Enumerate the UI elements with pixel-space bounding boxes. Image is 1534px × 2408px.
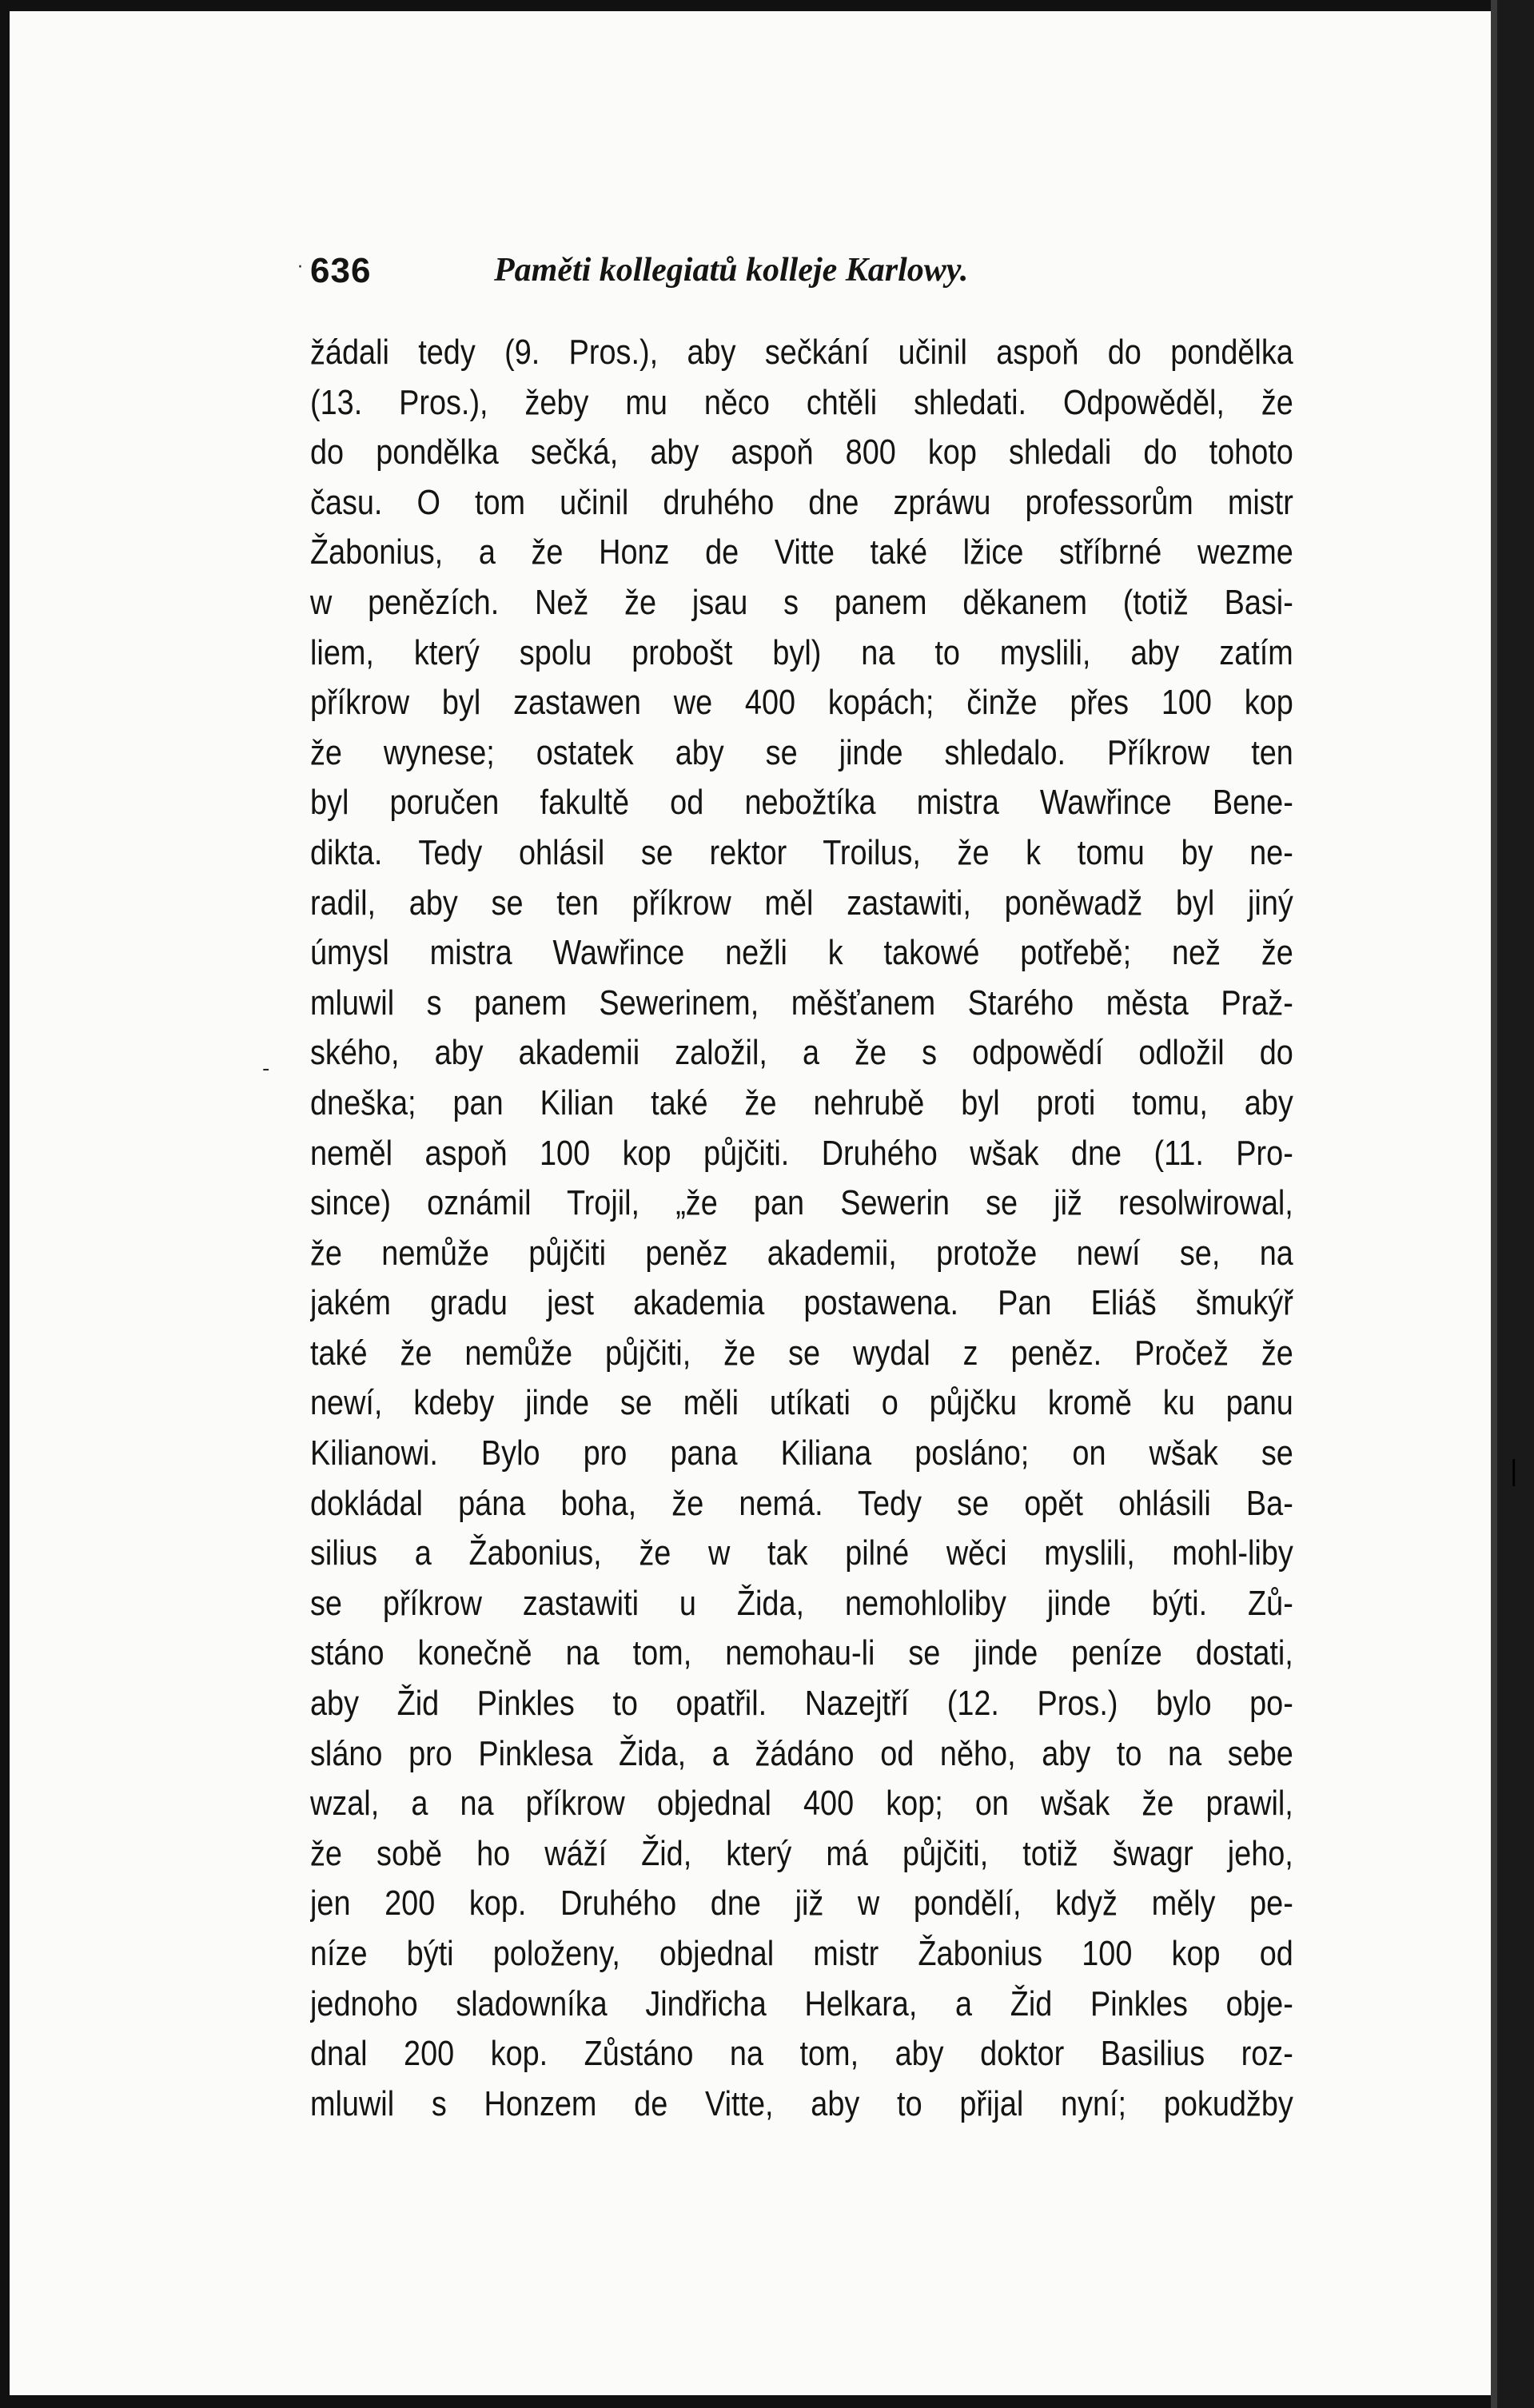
text-line: byl poručen fakultě od nebožtíka mistra Wawřince Bene- xyxy=(310,783,1293,823)
text-line: mluwil s Honzem de Vitte, aby to přijal nyní; pokudžby xyxy=(310,2083,1293,2123)
text-line: žádali tedy (9. Pros.), aby sečkání učinil aspoň do pondělka xyxy=(310,333,1293,372)
scan-edge-right-shadow xyxy=(1491,0,1497,2408)
text-line: stáno konečně na tom, nemohau-li se jinde peníze dostati, xyxy=(310,1633,1293,1673)
text-line: níze býti položeny, objednal mistr Žabonius 100 kop od xyxy=(310,1934,1293,1973)
page-header xyxy=(310,240,1293,296)
scan-edge-right xyxy=(1497,0,1534,2408)
text-line: Žabonius, a že Honz de Vitte také lžice stříbrné wezme xyxy=(310,532,1293,572)
text-line: dneška; pan Kilian také že nehrubě byl proti tomu, aby xyxy=(310,1082,1293,1122)
text-line: Kilianowi. Bylo pro pana Kiliana posláno; on wšak se xyxy=(310,1433,1293,1473)
text-line: příkrow byl zastawen we 400 kopách; činže přes 100 kop xyxy=(310,683,1293,723)
text-line: úmysl mistra Wawřince nežli k takowé potřebě; než že xyxy=(310,933,1293,973)
text-line: radil, aby se ten příkrow měl zastawiti, poněwadž byl jiný xyxy=(310,883,1293,923)
text-line: ského, aby akademii založil, a že s odpowědí odložil do xyxy=(310,1033,1293,1073)
text-line: dikta. Tedy ohlásil se rektor Troilus, že k tomu by ne- xyxy=(310,832,1293,872)
text-line: w penězích. Než že jsau s panem děkanem (totiž Basi- xyxy=(310,582,1293,622)
book-page xyxy=(310,240,1293,2129)
text-line: wzal, a na příkrow objednal 400 kop; on wšak že prawil, xyxy=(310,1784,1293,1824)
running-title: Paměti kollegiatů kolleje Karlowy. xyxy=(494,252,969,289)
text-line: se příkrow zastawiti u Žida, nemohloliby jinde býti. Zů- xyxy=(310,1583,1293,1623)
text-line: sláno pro Pinklesa Žida, a žádáno od něho, aby to na sebe xyxy=(310,1733,1293,1773)
text-line: že wynese; ostatek aby se jinde shledalo. Příkrow ten xyxy=(310,732,1293,772)
margin-speck: | xyxy=(1509,1455,1519,1487)
text-line: že sobě ho wáží Žid, který má půjčiti, totiž šwagr jeho, xyxy=(310,1833,1293,1873)
margin-speck: - xyxy=(262,1057,270,1081)
text-line: aby Žid Pinkles to opatřil. Nazejtří (12. Pros.) bylo po- xyxy=(310,1684,1293,1724)
scan-edge-bottom xyxy=(0,2395,1534,2408)
text-line: liem, který spolu probošt byl) na to myslili, aby zatím xyxy=(310,632,1293,672)
text-line: jakém gradu jest akademia postawena. Pan Eliáš šmukýř xyxy=(310,1283,1293,1323)
margin-speck: · xyxy=(297,257,303,277)
text-line: neměl aspoň 100 kop půjčiti. Druhého wšak dne (11. Pro- xyxy=(310,1133,1293,1173)
text-line: dokládal pána boha, že nemá. Tedy se opět ohlásili Ba- xyxy=(310,1483,1293,1523)
text-line: do pondělka sečká, aby aspoň 800 kop shledali do tohoto xyxy=(310,433,1293,472)
scan-edge-left xyxy=(0,0,10,2408)
text-line: newí, kdeby jinde se měli utíkati o půjčku kromě ku panu xyxy=(310,1383,1293,1423)
text-line: since) oznámil Trojil, „že pan Sewerin se již resolwirowal, xyxy=(310,1183,1293,1223)
scan-edge-top xyxy=(0,0,1534,11)
text-line: mluwil s panem Sewerinem, měšťanem Starého města Praž- xyxy=(310,983,1293,1023)
body-text xyxy=(310,328,1293,2129)
text-line: jen 200 kop. Druhého dne již w pondělí, když měly pe- xyxy=(310,1884,1293,1924)
text-line: silius a Žabonius, že w tak pilné wěci myslili, mohl-liby xyxy=(310,1533,1293,1573)
text-line: (13. Pros.), žeby mu něco chtěli shledati. Odpowěděl, že xyxy=(310,382,1293,422)
text-line: dnal 200 kop. Zůstáno na tom, aby doktor Basilius roz- xyxy=(310,2034,1293,2074)
text-line: času. O tom učinil druhého dne zpráwu professorům mistr xyxy=(310,482,1293,522)
text-line: jednoho sladowníka Jindřicha Helkara, a Žid Pinkles obje- xyxy=(310,1983,1293,2023)
text-line: že nemůže půjčiti peněz akademii, protože newí se, na xyxy=(310,1233,1293,1273)
page-number: 636 xyxy=(310,251,372,290)
text-line: také že nemůže půjčiti, že se wydal z peněz. Pročež že xyxy=(310,1333,1293,1373)
